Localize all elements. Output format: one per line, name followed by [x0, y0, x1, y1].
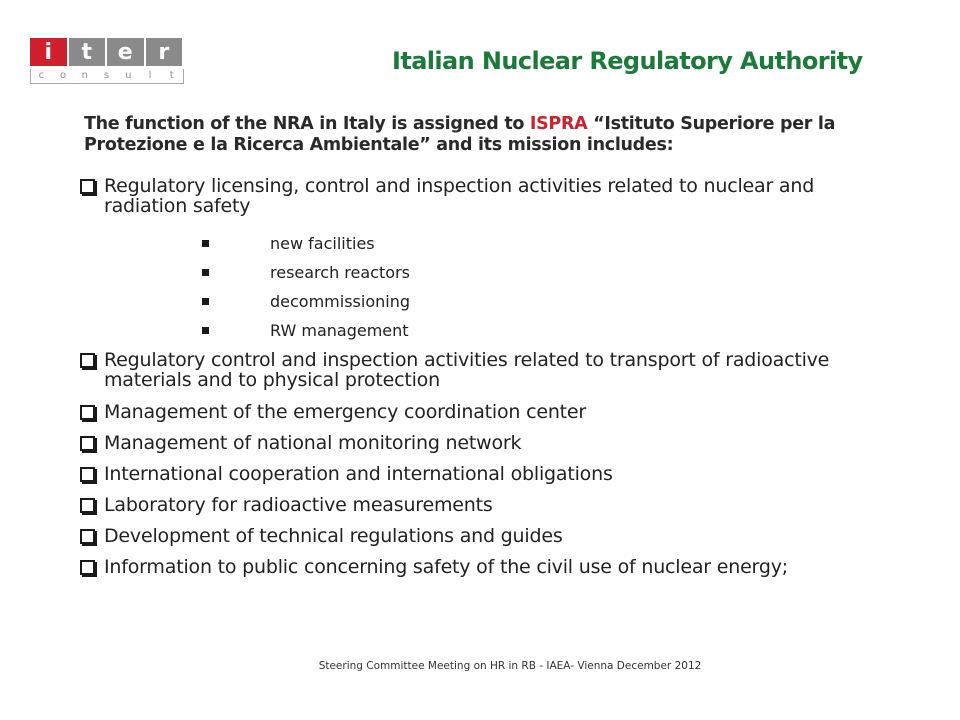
- mission-item-emergency: [80, 402, 880, 422]
- slide-title: Italian Nuclear Regulatory Authority: [392, 47, 863, 75]
- square-bullet-icon: [202, 298, 209, 305]
- mission-list-continued: [80, 350, 880, 577]
- logo-letter-e: e: [107, 38, 144, 66]
- sub-item-rw-management: [80, 316, 880, 345]
- mission-item-public-information: [80, 557, 880, 577]
- mission-list: [80, 176, 880, 216]
- sub-item-text: decommissioning: [270, 292, 410, 311]
- sub-item-text: new facilities: [270, 234, 375, 253]
- ispra-highlight: ISPRA: [529, 114, 588, 134]
- checkbox-bullet-icon: [80, 467, 95, 482]
- mission-item-cooperation: [80, 464, 880, 484]
- sub-item-new-facilities: [80, 229, 880, 258]
- logo-top-row: [30, 38, 184, 66]
- mission-item-laboratory: [80, 495, 880, 515]
- mission-item-text: Regulatory licensing, control and inspection activities related to nuclear and radiation safety: [104, 175, 815, 217]
- mission-item-transport: [80, 350, 880, 390]
- intro-paragraph: [84, 114, 874, 156]
- sub-item-research-reactors: [80, 258, 880, 287]
- mission-item-text: Management of the emergency coordination center: [104, 401, 587, 423]
- mission-item-text: Management of national monitoring network: [104, 432, 522, 454]
- square-bullet-icon: [202, 269, 209, 276]
- checkbox-bullet-icon: [80, 179, 95, 194]
- mission-item-text: Laboratory for radioactive measurements: [104, 494, 493, 516]
- logo-sub-letter: l: [148, 70, 153, 81]
- logo-letter-t: t: [69, 38, 106, 66]
- checkbox-bullet-icon: [80, 529, 95, 544]
- mission-item-text: Information to public concerning safety of the civil use of nuclear energy;: [104, 556, 788, 578]
- mission-item-text: Development of technical regulations and guides: [104, 525, 563, 547]
- logo-sub-letter: s: [103, 70, 111, 81]
- logo-bottom-row: [30, 69, 184, 84]
- licensing-sub-list: [80, 229, 880, 345]
- mission-item-regulations: [80, 526, 880, 546]
- checkbox-bullet-icon: [80, 353, 95, 368]
- logo-letter-r: r: [146, 38, 183, 66]
- mission-item-licensing: [80, 176, 880, 216]
- iter-consult-logo: [30, 38, 184, 84]
- logo-sub-letter: o: [60, 70, 68, 81]
- sub-item-text: research reactors: [270, 263, 410, 282]
- mission-item-monitoring: [80, 433, 880, 453]
- sub-item-text: RW management: [270, 321, 409, 340]
- logo-sub-letter: n: [81, 70, 89, 81]
- logo-sub-letter: u: [125, 70, 133, 81]
- square-bullet-icon: [202, 327, 209, 334]
- mission-item-text: Regulatory control and inspection activities related to transport of radioactive materials and to physical protection: [104, 349, 830, 391]
- logo-sub-letter: c: [38, 70, 46, 81]
- slide-footer: Steering Committee Meeting on HR in RB - IAEA- Vienna December 2012: [318, 660, 702, 672]
- intro-text-end: “Istituto Superiore per la Protezione e la Ricerca Ambientale” and its mission includes:: [84, 114, 836, 155]
- mission-item-text: International cooperation and international obligations: [104, 463, 613, 485]
- logo-letter-i: i: [30, 38, 67, 66]
- checkbox-bullet-icon: [80, 405, 95, 420]
- logo-sub-letter: t: [169, 70, 175, 81]
- checkbox-bullet-icon: [80, 498, 95, 513]
- square-bullet-icon: [202, 240, 209, 247]
- sub-item-decommissioning: [80, 287, 880, 316]
- checkbox-bullet-icon: [80, 560, 95, 575]
- checkbox-bullet-icon: [80, 436, 95, 451]
- intro-text-start: The function of the NRA in Italy is assigned to: [84, 114, 530, 134]
